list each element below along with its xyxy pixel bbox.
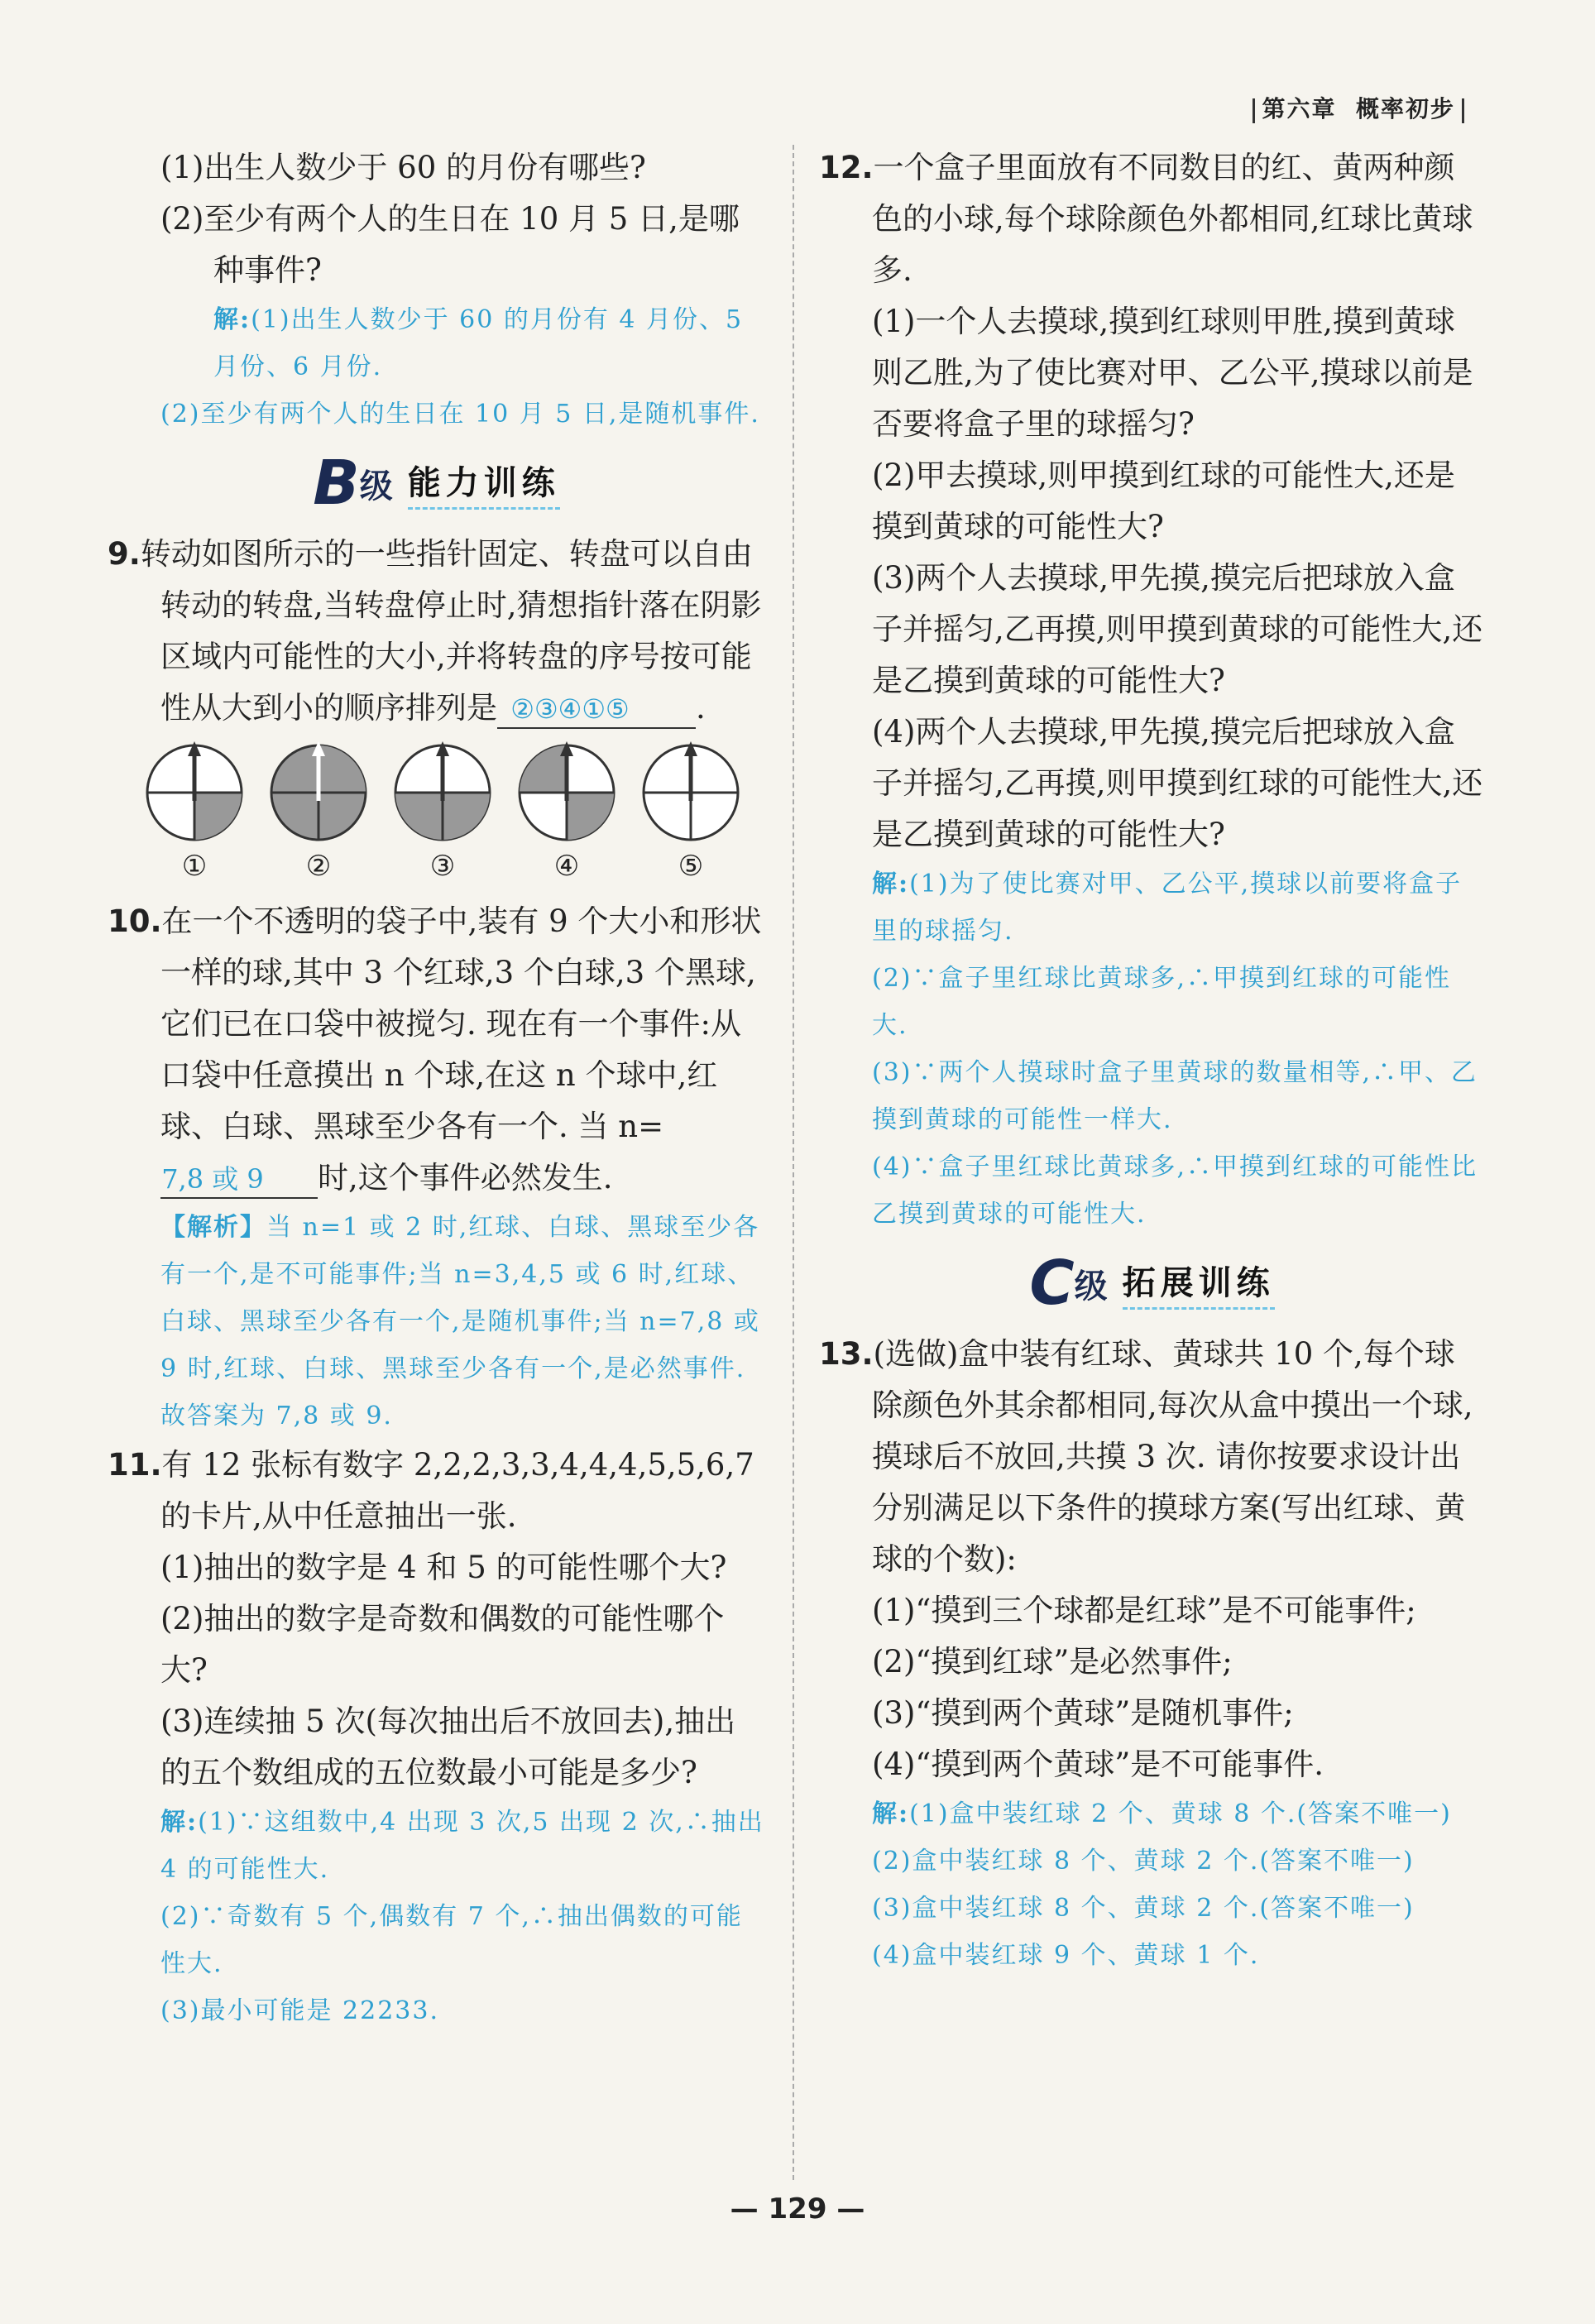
q12-part-4: (4)两个人去摸球,甲先摸,摸完后把球放入盒子并摇匀,乙再摸,则甲摸到红球的可能性大,还是乙摸到黄球的可能性大?	[872, 714, 1483, 852]
q11-answer-2: (2)∵奇数有 5 个,偶数有 7 个,∴抽出偶数的可能性大.	[160, 1902, 743, 1978]
header-bar-left	[1253, 98, 1255, 123]
level-b-title: 能力训练	[408, 457, 560, 510]
q8-part-2: (2)至少有两个人的生日在 10 月 5 日,是哪种事件?	[160, 201, 740, 288]
spinner-2	[271, 741, 366, 840]
q9-number: 9.	[108, 536, 141, 572]
spinner-label-3: ③	[429, 850, 456, 883]
q12-part-3: (3)两个人去摸球,甲先摸,摸完后把球放入盒子并摇匀,乙再摸,则甲摸到黄球的可能性大,还是乙摸到黄球的可能性大?	[872, 560, 1483, 698]
q12-answer-4: (4)∵盒子里红球比黄球多,∴甲摸到红球的可能性比乙摸到黄球的可能性大.	[872, 1152, 1478, 1229]
level-c-ji: 级	[1074, 1266, 1108, 1306]
answer-tag: 解:	[872, 870, 910, 898]
analysis-tag: 【解析】	[160, 1213, 266, 1242]
spinner-3	[395, 741, 490, 840]
right-column	[819, 142, 1485, 1979]
level-b-letter: B	[313, 448, 360, 519]
q8-answer-2: (2)至少有两个人的生日在 10 月 5 日,是随机事件.	[160, 400, 760, 429]
spinner-1	[147, 741, 242, 840]
left-column	[108, 142, 765, 2034]
q9	[108, 529, 765, 734]
header-bar-right	[1462, 98, 1464, 123]
analysis-text: 当 n=1 或 2 时,红球、白球、黑球至少各有一个,是不可能事件;当 n=3,4,5 或 6 时,红球、白球、黑球至少各有一个,是随机事件;当 n=7,8 或 9 时,红球、白球、黑球至少各有一个,是必然事件. 故答案为 7,8 或 9.	[160, 1213, 760, 1430]
q11-part-2: (2)抽出的数字是奇数和偶数的可能性哪个大?	[160, 1601, 725, 1688]
q8-part-1: (1)出生人数少于 60 的月份有哪些?	[160, 150, 646, 185]
q11-answer-3: (3)最小可能是 22233.	[160, 1996, 440, 2025]
q13-answer-2: (2)盒中装红球 8 个、黄球 2 个.(答案不唯一)	[872, 1847, 1415, 1876]
answer-line: (1)出生人数少于 60 的月份有 4 月份、5 月份、6 月份.	[213, 305, 744, 381]
spinner-4	[520, 741, 614, 840]
level-c-title: 拓展训练	[1123, 1257, 1275, 1310]
spinner-figures	[108, 739, 765, 888]
q13-answer-3: (3)盒中装红球 8 个、黄球 2 个.(答案不唯一)	[872, 1894, 1415, 1923]
q12-number: 12.	[819, 150, 874, 185]
q10-number: 10.	[108, 903, 162, 939]
page-number: — 129 —	[730, 2192, 865, 2226]
q11-text: 有 12 张标有数字 2,2,2,3,3,4,4,4,5,5,6,7 的卡片,从中任意抽出一张.	[160, 1447, 754, 1534]
answer-line: (1)∵这组数中,4 出现 3 次,5 出现 2 次,∴抽出 4 的可能性大.	[160, 1808, 764, 1884]
q13-part-3: (3)“摸到两个黄球”是随机事件;	[872, 1695, 1294, 1731]
level-c-letter: C	[1029, 1248, 1075, 1319]
q12-answer-3: (3)∵两个人摸球时盒子里黄球的数量相等,∴甲、乙摸到黄球的可能性一样大.	[872, 1058, 1478, 1134]
q10	[108, 896, 765, 1204]
spinner-label-4: ④	[553, 850, 580, 883]
q12-part-2: (2)甲去摸球,则甲摸到红球的可能性大,还是摸到黄球的可能性大?	[872, 458, 1455, 544]
q10-answer-blank: 7,8 或 9	[160, 1161, 318, 1199]
spinner-label-2: ②	[305, 850, 332, 883]
answer-tag: 解:	[160, 1808, 199, 1837]
q9-text: 转动如图所示的一些指针固定、转盘可以自由转动的转盘,当转盘停止时,猜想指针落在阴影区域内可能性的大小,并将转盘的序号按可能性从大到小的顺序排列是	[140, 536, 762, 726]
q13-part-1: (1)“摸到三个球都是红球”是不可能事件;	[872, 1593, 1416, 1628]
q12-part-1: (1)一个人去摸球,摸到红球则甲胜,摸到黄球则乙胜,为了使比赛对甲、乙公平,摸球以前是否要将盒子里的球摇匀?	[872, 304, 1473, 442]
answer-line: (1)盒中装红球 2 个、黄球 8 个.(答案不唯一)	[909, 1799, 1452, 1828]
spinner-1-shade	[194, 793, 242, 840]
q10-end: 时,这个事件必然发生.	[318, 1160, 613, 1196]
q9-end: .	[696, 690, 706, 726]
level-c-heading	[819, 1238, 1485, 1329]
q12	[819, 142, 1485, 296]
spinner-5	[644, 741, 738, 840]
q13	[819, 1329, 1485, 1585]
q13-number: 13.	[819, 1336, 874, 1372]
page-header	[1246, 91, 1471, 124]
spinner-label-5: ⑤	[678, 850, 704, 883]
chapter-label: 第六章	[1262, 95, 1337, 122]
spinner-svg	[108, 739, 765, 888]
q13-part-4: (4)“摸到两个黄球”是不可能事件.	[872, 1747, 1324, 1782]
q8-answer-1	[108, 296, 765, 391]
q13-answer-1	[819, 1790, 1485, 1838]
q12-answer-2: (2)∵盒子里红球比黄球多,∴甲摸到红球的可能性大.	[872, 964, 1452, 1040]
level-b-ji: 级	[359, 466, 393, 506]
q10-analysis	[108, 1204, 765, 1440]
q13-answer-4: (4)盒中装红球 9 个、黄球 1 个.	[872, 1941, 1260, 1970]
q13-text: (选做)盒中装有红球、黄球共 10 个,每个球除颜色外其余都相同,每次从盒中摸出一个球,摸球后不放回,共摸 3 次. 请你按要求设计出分别满足以下条件的摸球方案(写出红球、黄球的个数):	[872, 1336, 1473, 1577]
level-b-heading	[108, 438, 765, 529]
topic-label: 概率初步	[1355, 95, 1455, 122]
answer-tag: 解:	[213, 305, 251, 334]
q13-part-2: (2)“摸到红球”是必然事件;	[872, 1644, 1233, 1680]
spinner-label-1: ①	[181, 850, 208, 883]
q11	[108, 1440, 765, 1542]
q11-part-3: (3)连续抽 5 次(每次抽出后不放回去),抽出的五个数组成的五位数最小可能是多少?	[160, 1703, 736, 1790]
q10-text: 在一个不透明的袋子中,装有 9 个大小和形状一样的球,其中 3 个红球,3 个白球,3 个黑球,它们已在口袋中被搅匀. 现在有一个事件:从口袋中任意摸出 n 个球,在这 n 个球中,红球、白球、黑球至少各有一个. 当 n=	[160, 903, 762, 1144]
q12-answer-1	[819, 860, 1485, 955]
q11-number: 11.	[108, 1447, 162, 1483]
answer-line: (1)为了使比赛对甲、乙公平,摸球以前要将盒子里的球摇匀.	[872, 870, 1463, 946]
q11-part-1: (1)抽出的数字是 4 和 5 的可能性哪个大?	[160, 1550, 727, 1585]
q12-text: 一个盒子里面放有不同数目的红、黄两种颜色的小球,每个球除颜色外都相同,红球比黄球多.	[872, 150, 1473, 288]
q9-answer-blank: ②③④①⑤	[497, 691, 696, 729]
column-divider	[793, 145, 794, 2180]
q11-answer-1	[108, 1799, 765, 1893]
answer-tag: 解:	[872, 1799, 910, 1828]
